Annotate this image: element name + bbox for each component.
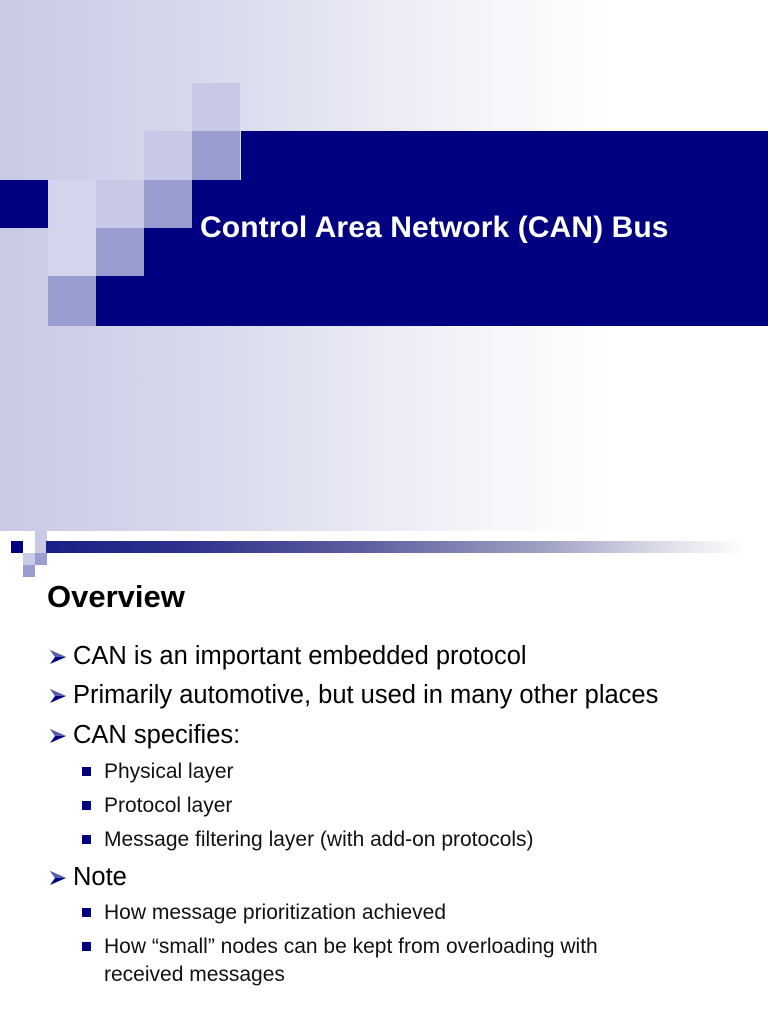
sub-bullet-text: Physical layer [104, 760, 234, 783]
header-square [23, 553, 35, 565]
header-square-navy [11, 541, 23, 553]
bullet-text: Primarily automotive, but used in many other places [73, 681, 659, 709]
header-square [35, 553, 47, 565]
bullet-item [49, 642, 527, 671]
bullet-item [49, 721, 240, 750]
square-bullet-icon [82, 767, 91, 776]
title-band-step3 [96, 276, 768, 326]
deco-square [192, 131, 240, 180]
deco-square [144, 131, 192, 180]
bullet-item [49, 863, 127, 892]
square-bullet-icon [82, 942, 91, 951]
bullet-text: CAN is an important embedded protocol [73, 642, 527, 670]
sub-bullet-text: How “small” nodes can be kept from overloading with received messages [104, 935, 598, 986]
square-bullet-icon [82, 835, 91, 844]
sub-bullet-text: How message prioritization achieved [104, 901, 446, 924]
content-slide [0, 531, 768, 1024]
square-bullet-icon [82, 801, 91, 810]
deco-square [96, 228, 144, 276]
arrow-bullet-icon [49, 728, 67, 744]
slide-heading: Overview [47, 579, 185, 614]
deco-square [48, 228, 96, 276]
sub-bullet-text: Message filtering layer (with add-on protocols) [104, 828, 534, 851]
arrow-bullet-icon [49, 870, 67, 886]
deco-square [48, 180, 96, 228]
bullet-text: CAN specifies: [73, 721, 241, 749]
deco-square [192, 83, 240, 131]
arrow-bullet-icon [49, 649, 67, 665]
deco-square-navy [0, 180, 48, 228]
bullet-text: Note [73, 863, 127, 891]
deco-square [48, 276, 96, 326]
bullet-item [49, 681, 658, 710]
square-bullet-icon [82, 908, 91, 917]
sub-bullet-text: Protocol layer [104, 794, 233, 817]
header-square [23, 565, 35, 577]
arrow-bullet-icon [49, 688, 67, 704]
deco-square [144, 180, 192, 228]
header-gradient-bar [46, 541, 746, 553]
title-band-top [241, 131, 768, 180]
slide-title: Control Area Network (CAN) Bus [200, 211, 669, 244]
deco-square [96, 180, 144, 228]
